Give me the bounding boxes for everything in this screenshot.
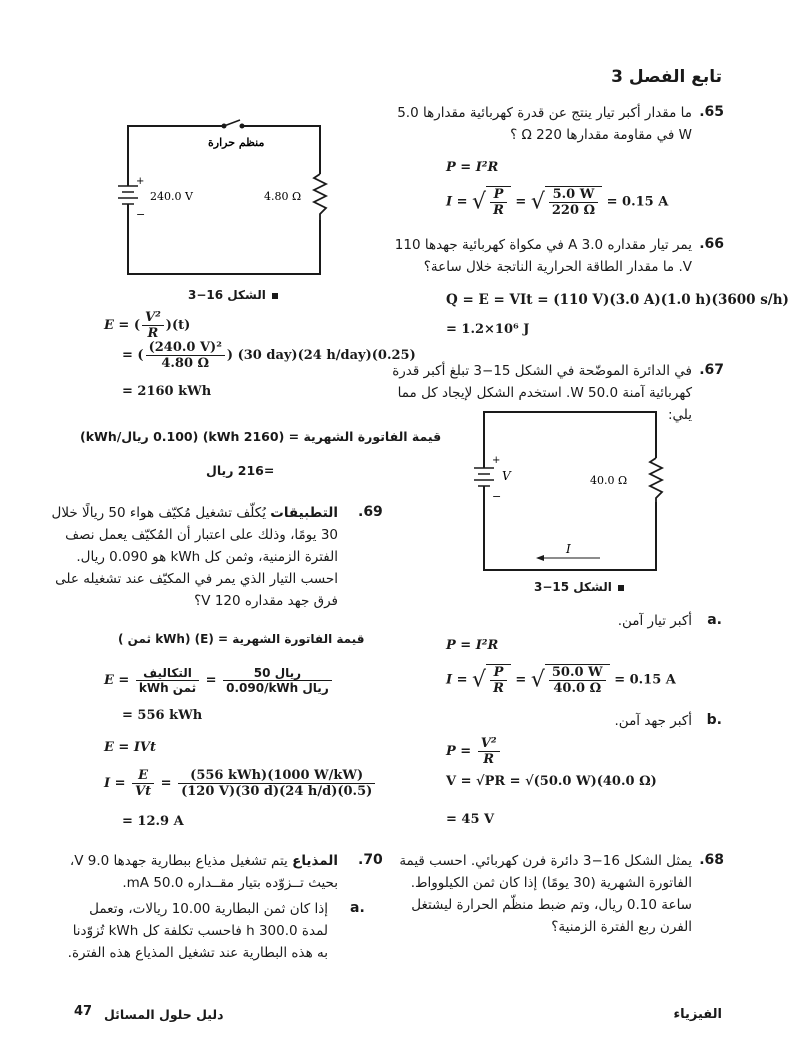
q67a-text: أكبر تيار آمن. — [617, 613, 692, 629]
q67a-eq1 — [446, 638, 498, 653]
q70-number: .70 — [358, 852, 383, 868]
q67b-p-den: R — [483, 752, 495, 767]
val-den: 0.090/kWh ريال — [226, 681, 329, 695]
voltage-label: 240.0 V — [150, 190, 193, 203]
footer-subject: الفيزياء — [673, 1007, 722, 1022]
q66-eq2-text: = 1.2×10⁶ J — [446, 322, 530, 337]
q65-text: ما مقدار أكبر تيار ينتج عن قدرة كهربائية مقدارها 5.0 W في مقاومة مقدارها 220 Ω ؟ — [397, 105, 692, 143]
q70-title: المذياع — [292, 853, 338, 869]
e-eq3 — [122, 384, 211, 399]
q69-body: يُكلّف تشغيل مُكيّف هواء 50 ريالًا خلال 30 يومًا، وذلك على اعتبار أن المُكيّف يعمل نصف الفترة الزمنية، وثمن كل kWh هو 0.090 ريال. احسب التيار الذي يمر في المكيّف عند تشغيله على فرق جهد مقداره 120 V؟ — [51, 505, 338, 609]
q69-number: .69 — [358, 504, 383, 520]
voltage-label: V — [502, 469, 511, 483]
q67a-letter: a. — [707, 612, 722, 628]
q65-sqrt-num: P — [493, 187, 504, 202]
q69-i-lhs: I = — [104, 776, 126, 791]
q69-text — [50, 502, 338, 612]
q67b-letter: b. — [706, 712, 722, 728]
battery-plus: + — [136, 176, 145, 187]
chapter-title: تابع الفصل 3 — [611, 67, 722, 87]
q67b-p-num: V² — [480, 736, 497, 751]
q69-i-result: = 12.9 A — [122, 814, 184, 829]
q67a-i-lhs: I = — [446, 672, 468, 688]
q67b-eq2 — [446, 774, 657, 789]
q67a-eq1-text: P = I²R — [446, 638, 499, 653]
q67a-sqrt-den: R — [493, 681, 504, 696]
cost-den: kWh ثمن — [138, 681, 197, 695]
q66-eq2 — [446, 322, 529, 337]
resistor-label: 40.0 Ω — [590, 474, 628, 487]
e-den: R — [147, 326, 159, 341]
q66-eq1 — [446, 292, 789, 308]
figure-15-3-circuit — [470, 408, 670, 578]
q66-eq1-text: Q = E = VIt = (110 V)(3.0 A)(1.0 h)(3600 s/h) — [446, 292, 789, 308]
q66-number: .66 — [699, 236, 724, 252]
q67a-eq2: I = √ $\frac{P}{R}$ = √ $\frac{50.0 W}{40.0 \Omega}$ = 0.15 A — [446, 665, 676, 696]
e2-rest: (30 day)(24 h/day)(0.25) — [237, 348, 416, 363]
caption-bullet — [272, 293, 278, 299]
cost-num: التكاليف — [136, 666, 199, 681]
i-num1: E — [138, 768, 149, 783]
battery-minus: − — [136, 208, 146, 221]
q67b-v-result: = 45 V — [446, 812, 495, 827]
q69-formula: قيمة الفاتورة الشهرية = (E) (kWh ثمن ) — [118, 632, 365, 646]
resistor-label: 4.80 Ω — [264, 190, 302, 203]
q67a-sqrt-num: P — [493, 665, 504, 680]
thermostat-label: منظم حرارة — [208, 136, 265, 149]
figure-16-3-caption — [188, 288, 278, 302]
figure-16-3-circuit — [110, 118, 340, 283]
current-label: I — [566, 542, 571, 556]
q69-e-lhs: E = — [104, 673, 130, 688]
q65-num: 5.0 W — [549, 187, 598, 203]
e-num: V² — [145, 310, 161, 325]
caption-bullet — [618, 585, 624, 591]
q67a-num: 50.0 W — [549, 665, 606, 681]
q69-eq1: E = $\frac{\text{التكاليف}}{\text{kWh ثمن}}$ = $\frac{\text{50 ريال}}{\text{0.090/kWh ريال}}$ — [104, 666, 334, 695]
e-t: (t) — [171, 318, 191, 333]
battery-plus: + — [492, 455, 501, 466]
e-eq2: = ( $\frac{\text{(240.0 V)²}}{4.80 \Omega}$ ) (30 day)(24 h/day)(0.25) — [122, 340, 416, 371]
bill-line: قيمة الفاتورة الشهرية = (2160 kWh) (0.100 ريال/kWh) — [80, 429, 442, 444]
q70a-text: إذا كان ثمن البطارية 10.00 ريالات، وتعمل لمدة 300.0 h فاحسب تكلفة كل kWh تُزوّدنا به هذه البطارية عند تشغيل المذياع هذه الفترة. — [67, 901, 328, 961]
e2-den: 4.80 Ω — [161, 356, 210, 371]
q70-text — [50, 850, 338, 894]
q67a-den: 40.0 Ω — [553, 681, 602, 696]
q65-eq1 — [446, 160, 498, 175]
q65-sqrt-den: R — [493, 203, 504, 218]
battery-minus: − — [492, 490, 502, 503]
q67b-eq1 — [446, 736, 502, 767]
q67b-v-line: V = √PR = √(50.0 W)(40.0 Ω) — [446, 774, 657, 789]
q70-body: يتم تشغيل مذياع ببطارية جهدها 9.0 V، بحيث تــزوّده بتيار مقــداره 50.0 mA. — [69, 853, 338, 891]
switch-contact — [240, 124, 245, 129]
q69-eq4: I = $\frac{E}{Vt}$ = $\frac{\text{(556 kWh)(1000 W/kW)}}{(120 V)(30 d)(24 h/d)(0.5)}$ — [104, 768, 377, 799]
i-num2: (556 kWh)(1000 W/kW) — [178, 768, 375, 784]
bill-result: =216 ريال — [206, 463, 275, 478]
q69-eq5 — [122, 814, 184, 829]
e-lhs: E = — [104, 318, 130, 333]
caption-16-3-text: الشكل 16−3 — [188, 288, 266, 302]
switch-lever — [224, 120, 240, 126]
q65-eq2: I = √ $\frac{P}{R}$ = √ $\frac{5.0 W}{220 \Omega}$ = 0.15 A — [446, 187, 669, 218]
q69-e-ivt: E = IVt — [104, 740, 157, 755]
q67a-result: = 0.15 A — [614, 672, 676, 688]
e-eq1: E = ( $\frac{\text{V²}}{R}$ )(t) — [104, 310, 191, 341]
q65-eq1-text: P = I²R — [446, 160, 499, 175]
q69-eq3 — [104, 740, 156, 755]
q68-text: يمثل الشكل 16−3 دائرة فرن كهربائي. احسب قيمة الفاتورة الشهرية (30 يومًا) إذا كان ثمن الكيلوواط. ساعة 0.10 ريال، وتم ضبط منظّم الحرارة ليشتغل الفرن ربع الفترة الزمنية؟ — [399, 853, 692, 935]
q66-text: يمر تيار مقداره 3.0 A في مكواة كهربائية جهدها 110 V. ما مقدار الطاقة الحرارية الناتجة خلال ساعة؟ — [394, 237, 692, 275]
q69-e-result: = 556 kWh — [122, 708, 203, 723]
q65-den: 220 Ω — [551, 203, 596, 218]
q65-i-lhs: I = — [446, 194, 468, 210]
i-den1: Vt — [135, 784, 152, 799]
q67b-p-lhs: P = — [446, 744, 472, 759]
q67-text: في الدائرة الموضّحة في الشكل 15−3 تبلغ أكبر قدرة كهربائية آمنة 50.0 W. استخدم الشكل لإيجاد كل مما يلي: — [392, 363, 692, 423]
page-number: 47 — [74, 1004, 93, 1019]
current-arrowhead — [536, 555, 544, 561]
figure-15-3-caption — [534, 580, 624, 594]
e3-text: = 2160 kWh — [122, 384, 212, 399]
q68-number: .68 — [699, 852, 724, 868]
i-den2: (120 V)(30 d)(24 h/d)(0.5) — [181, 784, 373, 799]
q69-eq2 — [122, 708, 202, 723]
footer-book-title: دليل حلول المسائل — [104, 1007, 224, 1022]
val-num: 50 ريال — [223, 666, 332, 681]
e2-num: (240.0 V)² — [146, 340, 225, 356]
q65-number: .65 — [699, 104, 724, 120]
caption-15-3-text: الشكل 15−3 — [534, 580, 612, 594]
q67b-eq3 — [446, 812, 494, 827]
q70a-letter: a. — [350, 900, 365, 916]
q69-title: التطبيقات — [270, 505, 338, 521]
q65-result: = 0.15 A — [606, 194, 669, 210]
q67-number: .67 — [699, 362, 724, 378]
q67b-text: أكبر جهد آمن. — [614, 713, 692, 729]
